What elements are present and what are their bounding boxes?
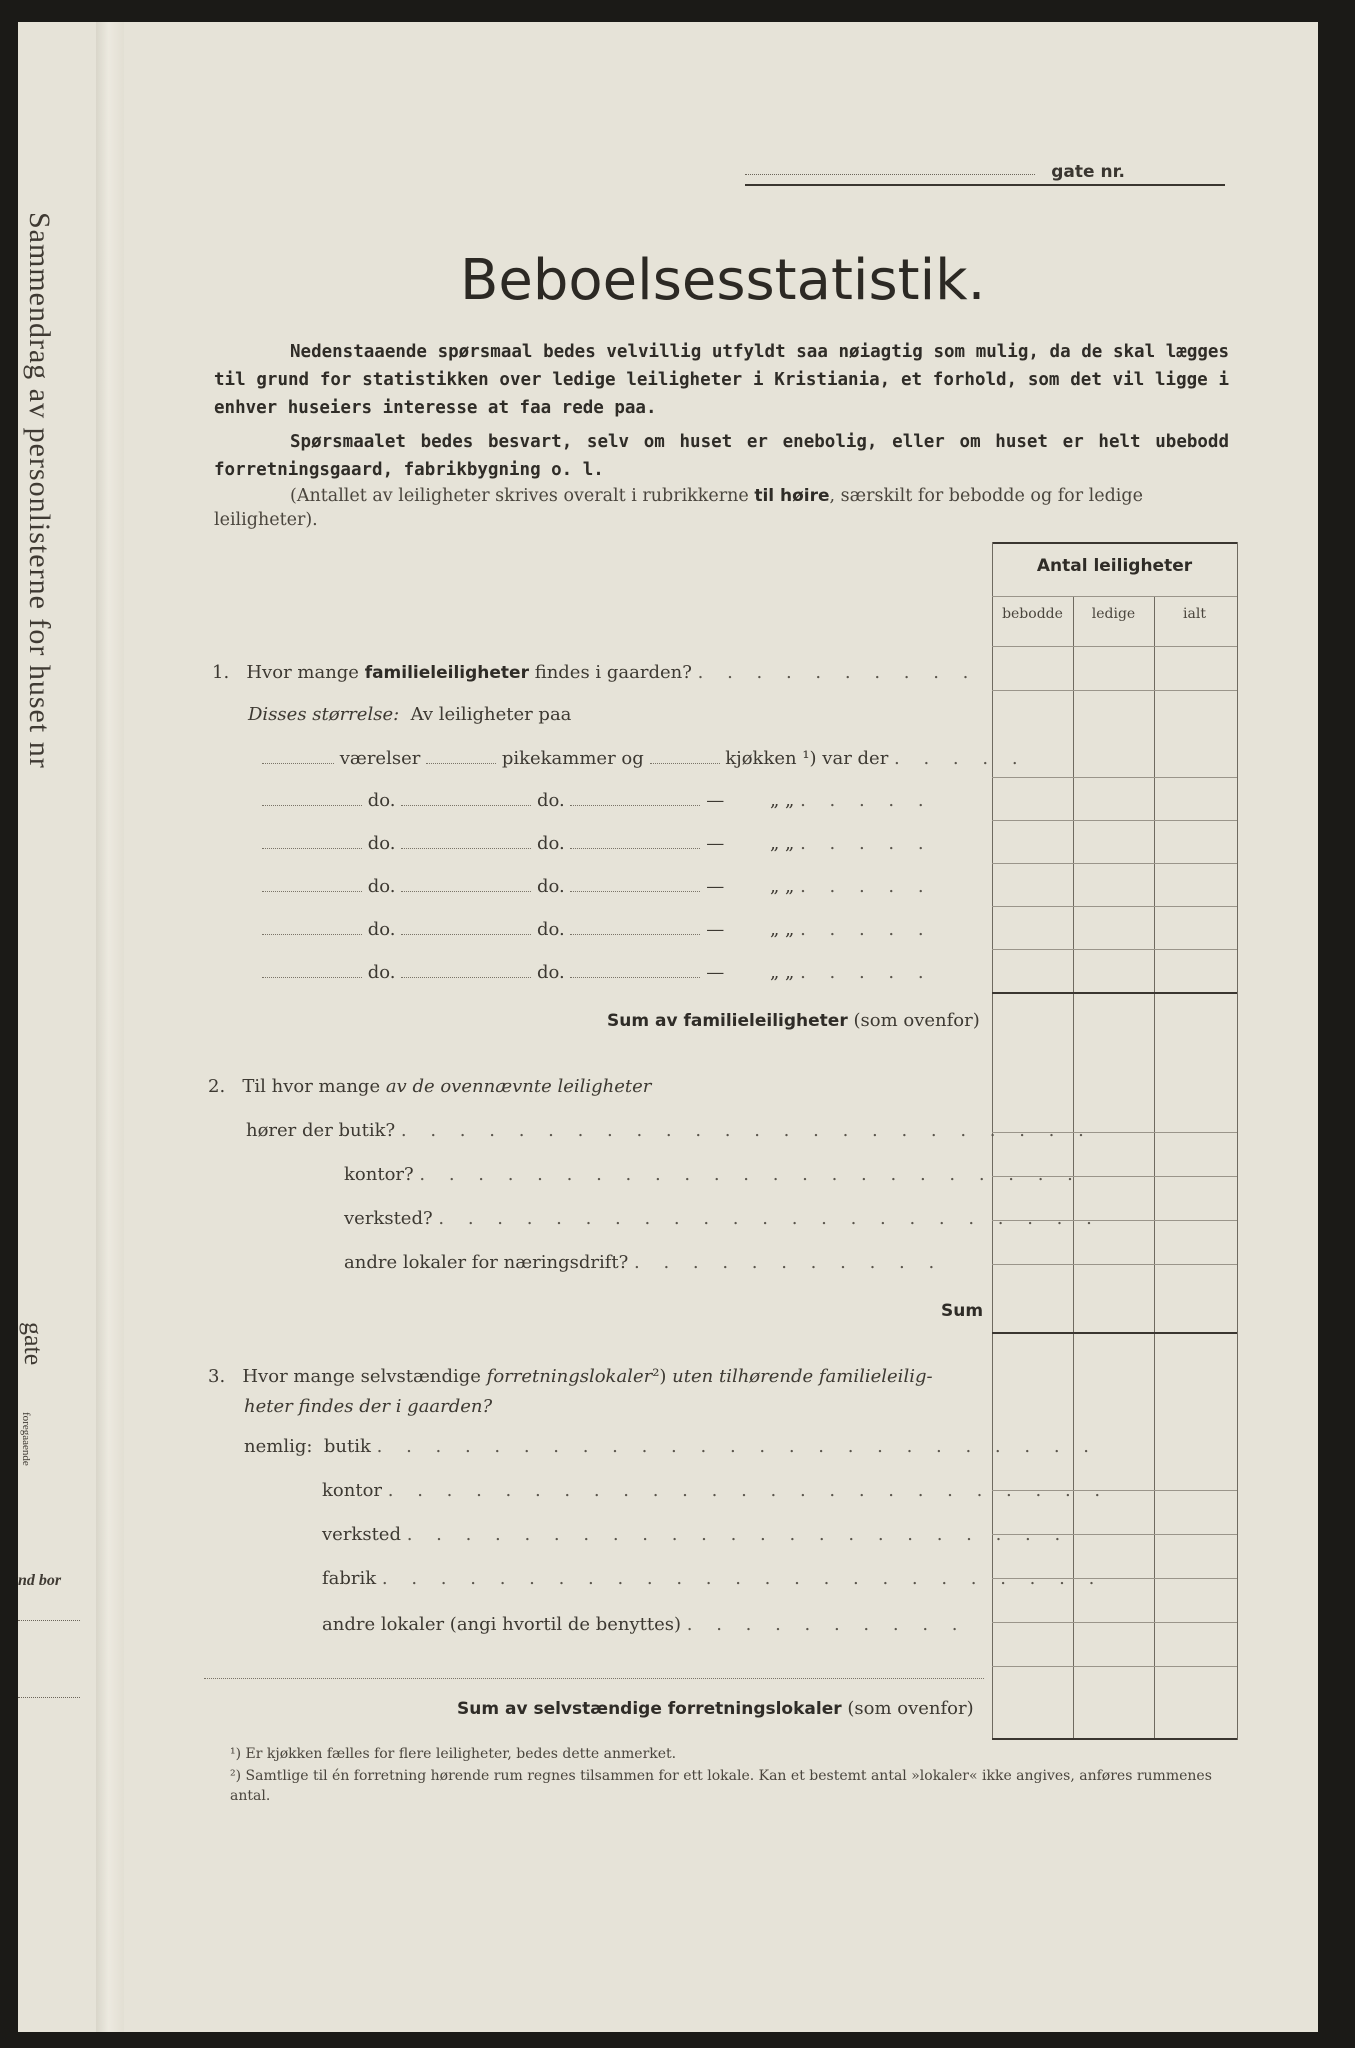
do-label: do. (367, 876, 396, 897)
q2-andre: andre lokaler for næringsdrift? (344, 1252, 629, 1273)
q1-size-line (248, 704, 571, 725)
leader-dots: . . . . . . . . . . . (634, 1252, 944, 1273)
side-word-gate: gate (19, 1322, 48, 1366)
blank-field[interactable] (401, 848, 531, 849)
q1-sum-label: Sum av familieleiligheter (607, 1011, 848, 1031)
side-line (18, 1697, 80, 1698)
q3-footnote-ref: ²) (652, 1366, 673, 1387)
table-row-line (992, 777, 1237, 778)
leader-dots: . . . . . (800, 919, 933, 940)
do-label: do. (536, 962, 565, 983)
blank-field[interactable] (426, 763, 496, 764)
intro-p3-c: , særskilt for bebodde og for ledige leiligheter). (214, 486, 1143, 530)
blank-field[interactable] (262, 763, 334, 764)
q3-sum-label: Sum av selvstændige forretningslokaler (457, 1699, 842, 1719)
q1-do-row[interactable] (262, 790, 933, 811)
ditto-mark: „ „ (769, 876, 795, 897)
q1-kjokken: kjøkken ¹) var der (725, 748, 889, 769)
page-fold (96, 22, 124, 2032)
q1-size-label: Disses størrelse: (248, 704, 400, 725)
q3-andre-row (322, 1614, 966, 1635)
table-top-rule (992, 542, 1237, 544)
q1-size-row[interactable] (262, 748, 1027, 769)
leader-dots: . . . . . . . . . . . . . . . . . . . . . . . (406, 1524, 1070, 1545)
table-sum-rule (992, 1738, 1237, 1740)
q3-sum-row (457, 1698, 974, 1719)
q1-do-row[interactable] (262, 919, 933, 940)
q3-number: 3. (208, 1366, 226, 1387)
footnote-2: ²) Samtlige til én forretning hørende rum regnes tilsammen for ett lokale. Kan et bestemt antal »lokaler« ikke angives, anføres rummenes antal. (230, 1768, 1212, 1804)
q1-size-rest: Av leiligheter paa (410, 704, 572, 725)
q2-kontor: kontor? (344, 1164, 414, 1185)
q3-line (208, 1366, 933, 1387)
do-label: do. (536, 790, 565, 811)
table-row-line (992, 646, 1237, 647)
q1-sum-row (607, 1010, 980, 1031)
do-label: do. (536, 876, 565, 897)
ditto-mark: „ „ (769, 833, 795, 854)
leader-dots: . . . . . (800, 962, 933, 983)
intro-p3-a: (Antallet av leiligheter skrives overalt i rubrikkerne (290, 486, 755, 506)
q3-andre: andre lokaler (angi hvortil de benyttes) (322, 1614, 682, 1635)
table-col-line (1154, 596, 1155, 1740)
blank-field[interactable] (262, 891, 362, 892)
footnote-1: ¹) Er kjøkken fælles for flere leiligheter, bedes dette anmerket. (230, 1746, 677, 1762)
q1-text-bold: familieleiligheter (364, 663, 529, 683)
blank-field[interactable] (401, 805, 531, 806)
leader-dots: . . . . . (800, 876, 933, 897)
col-header-bebodde: bebodde (1002, 606, 1063, 622)
q1-sum-note: (som ovenfor) (853, 1010, 980, 1031)
blank-field[interactable] (401, 934, 531, 935)
q1-do-row[interactable] (262, 833, 933, 854)
q2-butik-row (246, 1120, 1093, 1141)
q2-sum-row (941, 1300, 983, 1321)
ditto-mark: „ „ (769, 790, 795, 811)
blank-field[interactable] (401, 891, 531, 892)
blank-field[interactable] (570, 934, 700, 935)
ditto-mark: „ „ (769, 919, 795, 940)
q3-sum-note: (som ovenfor) (847, 1698, 974, 1719)
table-sum-rule (992, 1332, 1237, 1334)
q2-text-a: Til hvor mange (242, 1076, 386, 1097)
blank-field[interactable] (570, 805, 700, 806)
q2-andre-row (344, 1252, 943, 1273)
blank-field[interactable] (570, 977, 700, 978)
do-label: do. (367, 833, 396, 854)
q2-verksted: verksted? (344, 1208, 433, 1229)
q3-fabrik: fabrik (322, 1568, 377, 1589)
gate-dotted-line (745, 174, 1035, 175)
do-label: do. (367, 962, 396, 983)
q3-verksted: verksted (322, 1524, 401, 1545)
dash: — (706, 876, 725, 897)
table-col-line (1237, 542, 1238, 1740)
leader-dots: . . . . . . . . . . . . . . . . . . . . . . . (419, 1164, 1082, 1185)
table-col-line (992, 542, 993, 1740)
side-vertical-title: Sammendrag av personlisterne for huset nr (23, 212, 56, 769)
q3-fabrik-row (322, 1568, 1103, 1589)
q1-number: 1. (212, 662, 230, 683)
leader-dots: . . . . . . . . . . . . . . . . . . . . . . . . . (376, 1436, 1098, 1457)
gate-field[interactable] (745, 160, 1225, 186)
col-header-ledige: ledige (1091, 606, 1136, 622)
q1-pikekammer: pikekammer og (501, 748, 644, 769)
q2-sum-label: Sum (941, 1301, 984, 1321)
separator-line (204, 1678, 984, 1679)
do-label: do. (536, 833, 565, 854)
q1-text-a: Hvor mange (246, 662, 365, 683)
dash: — (706, 962, 725, 983)
intro-paragraph-2: Spørsmaalet bedes besvart, selv om huset er enebolig, eller om huset er helt ubebodd forretningsgaard, fabrikbygning o. l. (214, 432, 1229, 480)
intro-paragraph-3 (214, 484, 1229, 532)
table-row-line (992, 949, 1237, 950)
q2-number: 2. (208, 1076, 226, 1097)
q1-do-row[interactable] (262, 876, 933, 897)
q2-verksted-row (344, 1208, 1101, 1229)
q1-line (212, 662, 977, 683)
table-row-line (992, 690, 1237, 691)
q3-line2: heter findes der i gaarden? (244, 1396, 493, 1417)
side-word-bor: nd bor (18, 1572, 62, 1589)
blank-field[interactable] (650, 763, 720, 764)
leader-dots: . . . . . . . . . . (697, 662, 978, 683)
q3-butik-row (244, 1436, 1098, 1457)
leader-dots: . . . . . . . . . . (686, 1614, 967, 1635)
blank-field[interactable] (262, 934, 362, 935)
leader-dots: . . . . . . . . . . . . . . . . . . . . . . . . . (381, 1568, 1104, 1589)
leader-dots: . . . . . (894, 748, 1027, 769)
table-row-line (992, 1622, 1237, 1623)
blank-field[interactable] (570, 891, 700, 892)
table-title: Antal leiligheter (1036, 556, 1193, 576)
q3-verksted-row (322, 1524, 1069, 1545)
table-row-line (992, 596, 1237, 597)
intro-p3-bold: til høire (754, 486, 830, 506)
do-label: do. (367, 790, 396, 811)
q2-line (208, 1076, 651, 1097)
intro-paragraph-1: Nedenstaaende spørsmaal bedes velvillig utfyldt saa nøiagtig som mulig, da de skal lægges til grund for statistikken over ledige leiligheter i Kristiania, et forhold, som det vil ligge i enhver huseiers interesse at faa rede paa. (214, 342, 1229, 418)
q2-butik: hører der butik? (246, 1120, 396, 1141)
q1-vaerelser: værelser (339, 748, 421, 769)
leader-dots: . . . . . (800, 790, 933, 811)
table-row-line (992, 1264, 1237, 1265)
dash: — (706, 790, 725, 811)
q1-text-c: findes i gaarden? (528, 662, 692, 683)
q2-text-italic: av de ovennævnte leiligheter (385, 1076, 652, 1097)
q3-kontor: kontor (322, 1480, 383, 1501)
page-title: Beboelsesstatistik. (460, 248, 986, 313)
blank-field[interactable] (401, 977, 531, 978)
leader-dots: . . . . . . . . . . . . . . . . . . . . . . . . (400, 1120, 1093, 1141)
table-row-line (992, 1666, 1237, 1667)
blank-field[interactable] (262, 805, 362, 806)
q3-text-a: Hvor mange selvstændige (242, 1366, 487, 1387)
q2-kontor-row (344, 1164, 1082, 1185)
side-word-foregaa: foregaaende (20, 1412, 32, 1466)
q3-butik: butik (323, 1436, 371, 1457)
side-line (18, 1620, 80, 1621)
dash: — (706, 833, 725, 854)
leader-dots: . . . . . (800, 833, 933, 854)
ditto-mark: „ „ (769, 962, 795, 983)
q3-text-italic: forretningslokaler (486, 1366, 653, 1387)
table-sum-rule (992, 992, 1237, 994)
do-label: do. (367, 919, 396, 940)
blank-field[interactable] (570, 848, 700, 849)
gate-label: gate nr. (1051, 162, 1125, 182)
q3-kontor-row (322, 1480, 1109, 1501)
blank-field[interactable] (262, 977, 362, 978)
table-row-line (992, 863, 1237, 864)
answer-table (992, 542, 1237, 1740)
q3-nemlig: nemlig: (244, 1436, 313, 1457)
blank-field[interactable] (262, 848, 362, 849)
table-row-line (992, 820, 1237, 821)
col-header-ialt: ialt (1183, 606, 1206, 622)
dash: — (706, 919, 725, 940)
do-label: do. (536, 919, 565, 940)
q1-do-row[interactable] (262, 962, 933, 983)
table-row-line (992, 906, 1237, 907)
leader-dots: . . . . . . . . . . . . . . . . . . . . . . . (438, 1208, 1101, 1229)
q3-text-italic-2: uten tilhørende familieleilig- (672, 1366, 933, 1387)
leader-dots: . . . . . . . . . . . . . . . . . . . . . . . . . (387, 1480, 1110, 1501)
